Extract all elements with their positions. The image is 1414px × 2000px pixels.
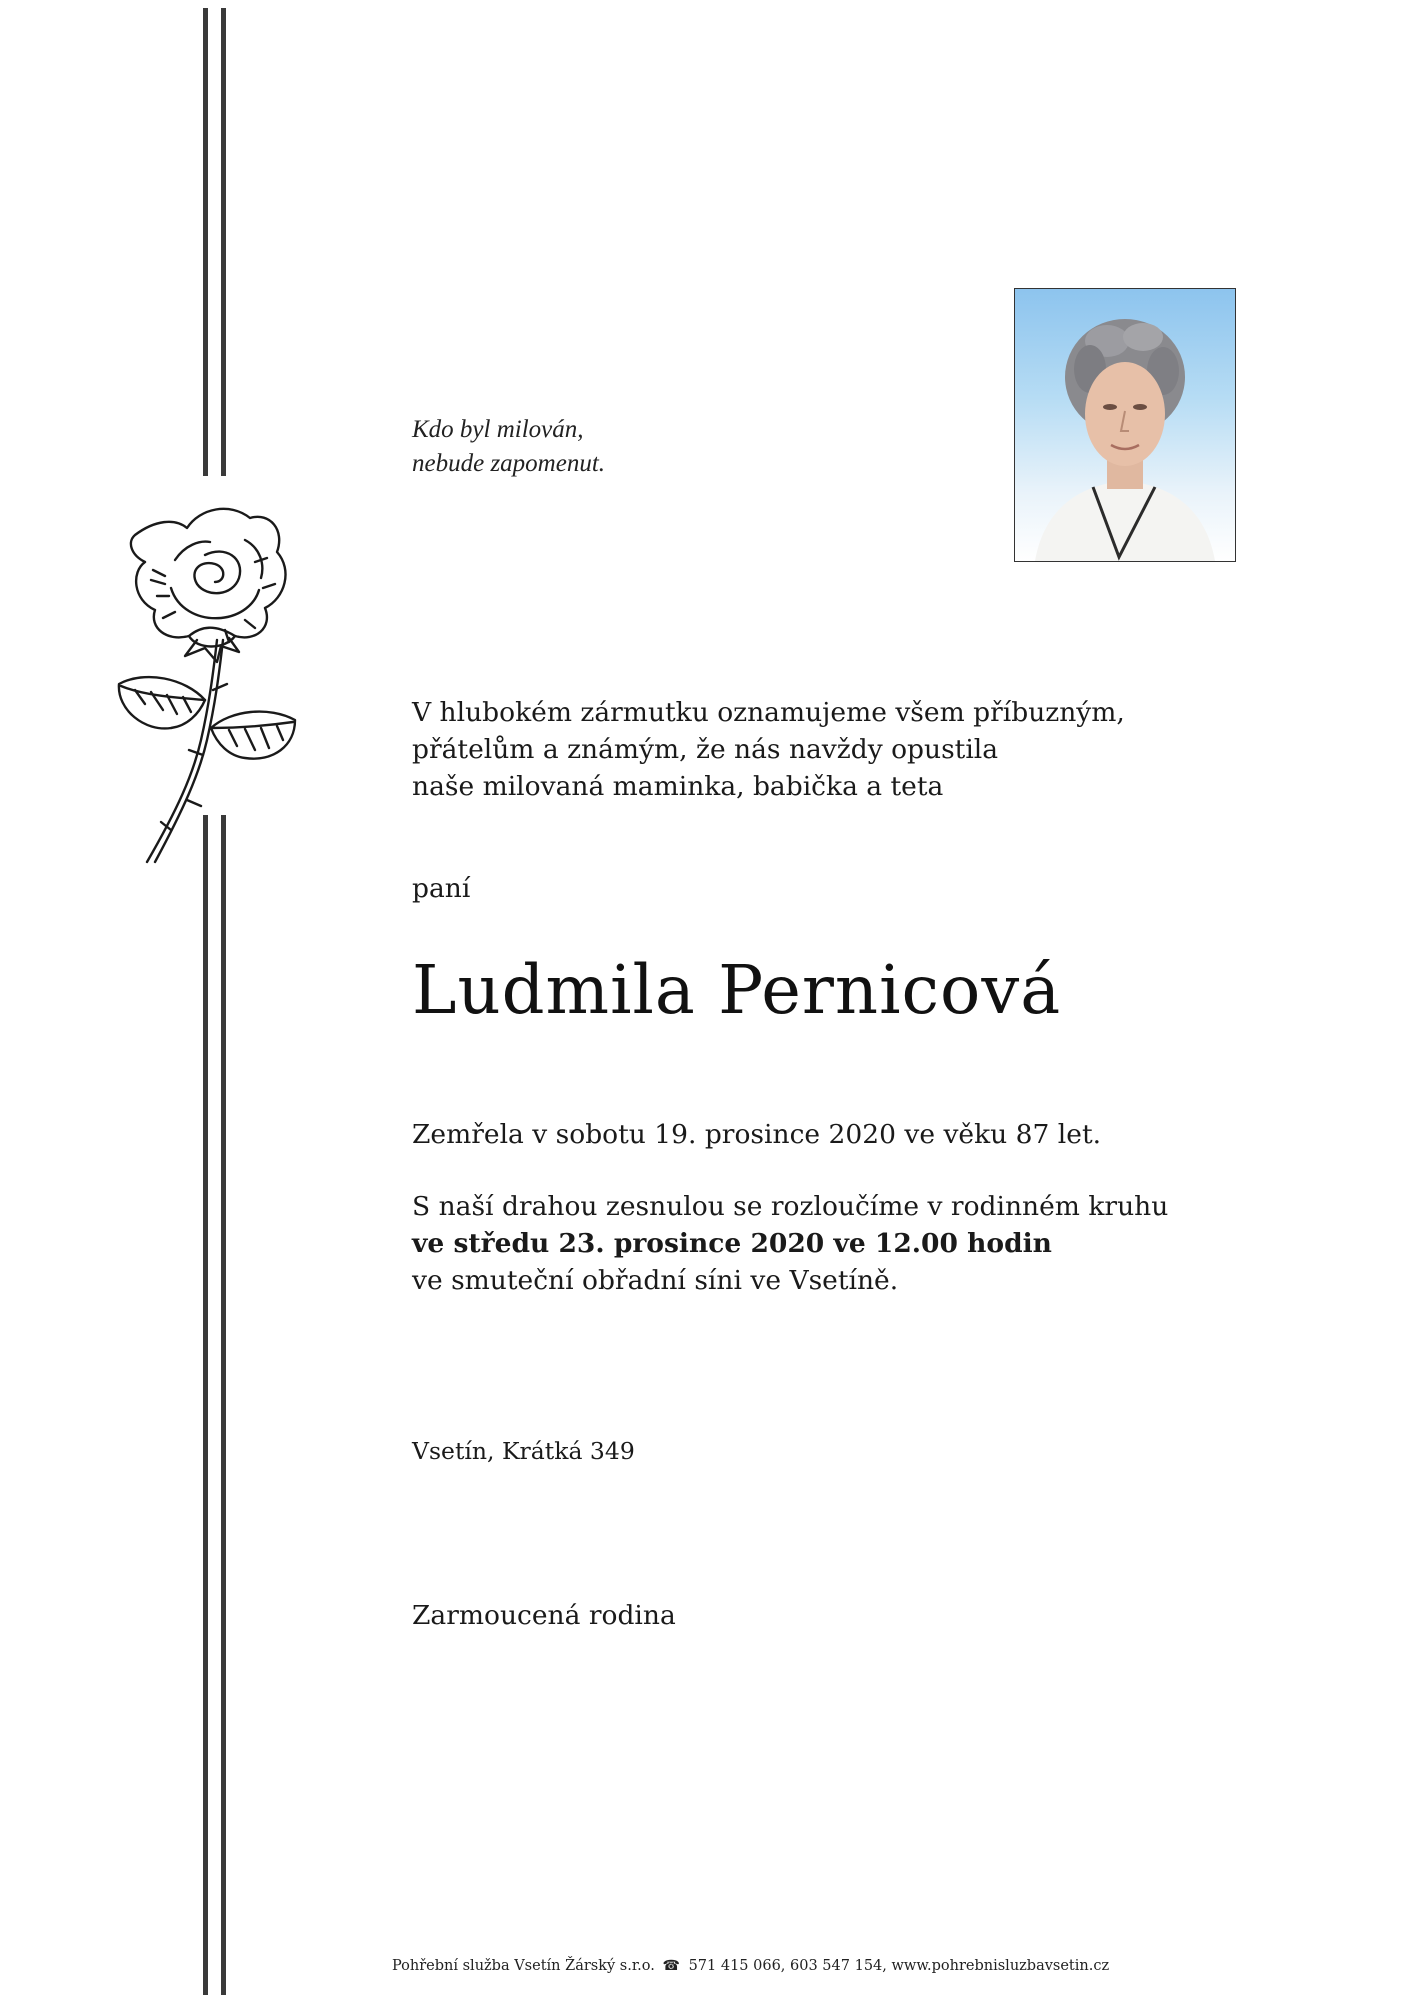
announcement <box>412 694 1125 805</box>
farewell-line-1: S naší drahou zesnulou se rozloučíme v rodinném kruhu <box>412 1191 1169 1222</box>
vertical-line-left-upper <box>203 8 208 476</box>
portrait-photo-icon <box>1015 289 1235 561</box>
portrait-photo <box>1014 288 1236 562</box>
motto-line-2: nebude zapomenut. <box>412 450 606 477</box>
footer <box>392 1956 1109 1976</box>
vertical-line-right-upper <box>221 8 226 476</box>
motto-line-1: Kdo byl milován, <box>412 416 584 443</box>
signature: Zarmoucená rodina <box>412 1600 676 1631</box>
vertical-line-left-lower <box>203 815 208 1995</box>
vertical-line-right-lower <box>221 815 226 1995</box>
farewell-location: ve smuteční obřadní síni ve Vsetíně. <box>412 1265 899 1296</box>
motto <box>412 413 605 481</box>
rose-icon <box>105 500 315 870</box>
announcement-line-2: přátelům a známým, že nás navždy opustila <box>412 734 999 765</box>
farewell-info <box>412 1188 1168 1299</box>
footer-company: Pohřební služba Vsetín Žárský s.r.o. <box>392 1958 655 1974</box>
announcement-line-1: V hlubokém zármutku oznamujeme všem příbuzným, <box>412 697 1125 728</box>
announcement-line-3: naše milovaná maminka, babička a teta <box>412 771 944 802</box>
deceased-name: Ludmila Pernicová <box>412 951 1062 1029</box>
address: Vsetín, Krátká 349 <box>412 1437 635 1465</box>
death-info: Zemřela v sobotu 19. prosince 2020 ve věku 87 let. <box>412 1119 1102 1150</box>
honorific: paní <box>412 873 471 904</box>
farewell-date-time: ve středu 23. prosince 2020 ve 12.00 hodin <box>412 1228 1052 1259</box>
footer-contacts: 571 415 066, 603 547 154, www.pohrebnisluzbavsetin.cz <box>688 1958 1110 1974</box>
phone-icon: ☎ <box>662 1958 680 1974</box>
